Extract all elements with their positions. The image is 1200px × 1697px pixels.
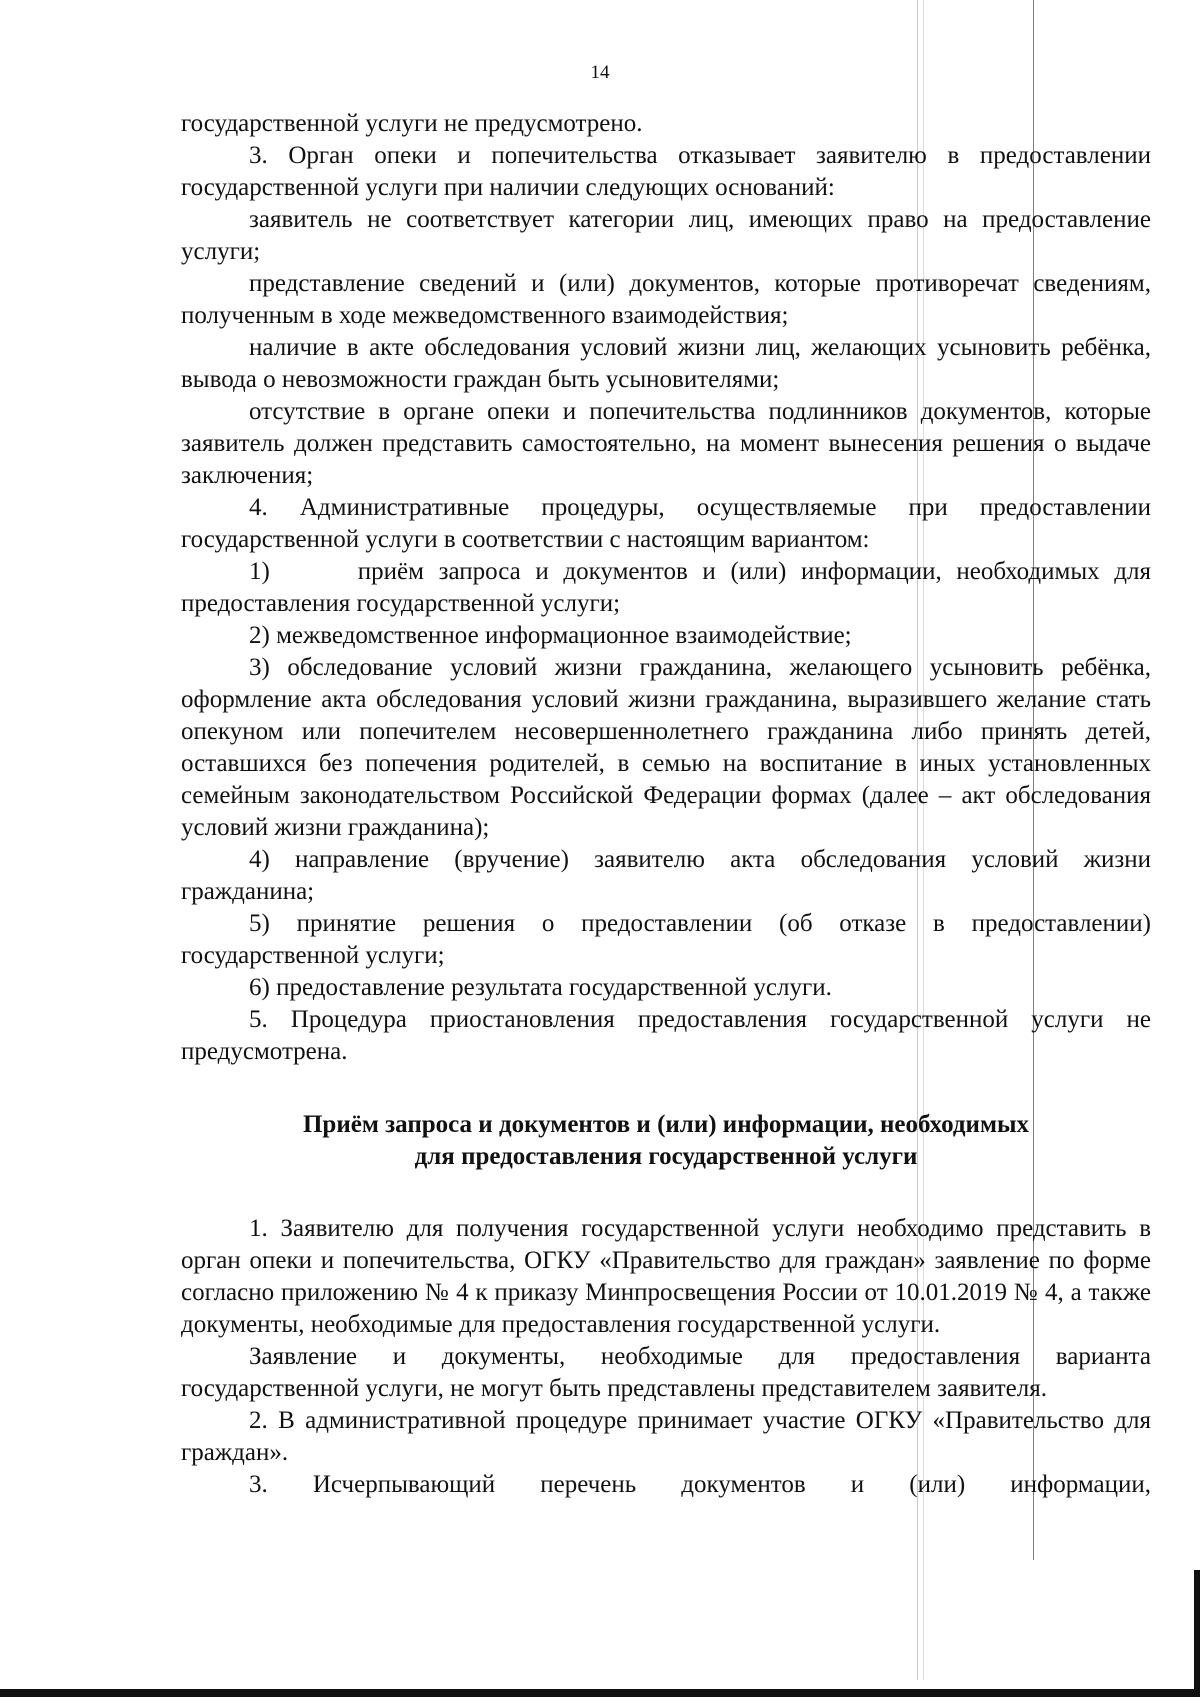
paragraph: 2) межведомственное информационное взаимодействие; <box>249 622 852 649</box>
document-body <box>181 108 1158 1501</box>
paragraph: 6) предоставление результата государственной услуги. <box>249 974 832 1001</box>
paragraph: 2. В административной процедуре принимает участие ОГКУ «Правительство для граждан». <box>181 1407 1158 1466</box>
paragraph: 1) приём запроса и документов и (или) информации, необходимых для предоставления государственной услуги; <box>181 558 1158 617</box>
page-number: 14 <box>590 62 610 83</box>
paragraph: отсутствие в органе опеки и попечительства подлинников документов, которые заявитель должен представить самостоятельно, на момент вынесения решения о выдаче заключения; <box>181 398 1158 489</box>
section-heading-line-2: для предоставления государственной услуги <box>414 1143 918 1170</box>
paragraphs-bottom <box>181 1213 1158 1501</box>
paragraph: 5. Процедура приостановления предоставления государственной услуги не предусмотрена. <box>181 1006 1158 1065</box>
paragraph: наличие в акте обследования условий жизни лиц, желающих усыновить ребёнка, вывода о невозможности граждан быть усыновителями; <box>181 334 1158 393</box>
scan-border-right <box>1194 1570 1200 1697</box>
section-heading <box>181 1109 1151 1173</box>
paragraph: заявитель не соответствует категории лиц, имеющих право на предоставление услуги; <box>181 206 1158 265</box>
paragraph: 3. Исчерпывающий перечень документов и (или) информации, <box>249 1471 1151 1498</box>
paragraph: 3) обследование условий жизни гражданина, желающего усыновить ребёнка, оформление акта обследования условий жизни гражданина, выразившего желание стать опекуном или попечителем несовершеннолетнего гражданина либо принять детей, оставшихся без попечения родителей, в семью на воспитание в иных установленных семейным законодательством Российской Федерации формах (далее – акт обследования условий жизни гражданина); <box>181 654 1158 841</box>
paragraph: 3. Орган опеки и попечительства отказывает заявителю в предоставлении государственной услуги при наличии следующих оснований: <box>181 142 1158 201</box>
paragraph: 4. Административные процедуры, осуществляемые при предоставлении государственной услуги в соответствии с настоящим вариантом: <box>181 494 1158 553</box>
paragraph: государственной услуги не предусмотрено. <box>181 110 643 137</box>
paragraph: 1. Заявителю для получения государственной услуги необходимо представить в орган опеки и попечительства, ОГКУ «Правительство для граждан» заявление по форме согласно приложению № 4 к приказу Минпросвещения России от 10.01.2019 № 4, а также документы, необходимые для предоставления государственной услуги. <box>181 1215 1158 1338</box>
paragraph: 4) направление (вручение) заявителю акта обследования условий жизни гражданина; <box>181 846 1158 905</box>
paragraph: 5) принятие решения о предоставлении (об отказе в предоставлении) государственной услуги; <box>181 910 1158 969</box>
paragraphs-top <box>181 108 1158 1068</box>
section-heading-line-1: Приём запроса и документов и (или) информации, необходимых <box>302 1111 1029 1138</box>
paragraph: Заявление и документы, необходимые для предоставления варианта государственной услуги, не могут быть представлены представителем заявителя. <box>181 1343 1158 1402</box>
paragraph: представление сведений и (или) документов, которые противоречат сведениям, полученным в ходе межведомственного взаимодействия; <box>181 270 1158 329</box>
scan-border-bottom <box>0 1689 1200 1697</box>
